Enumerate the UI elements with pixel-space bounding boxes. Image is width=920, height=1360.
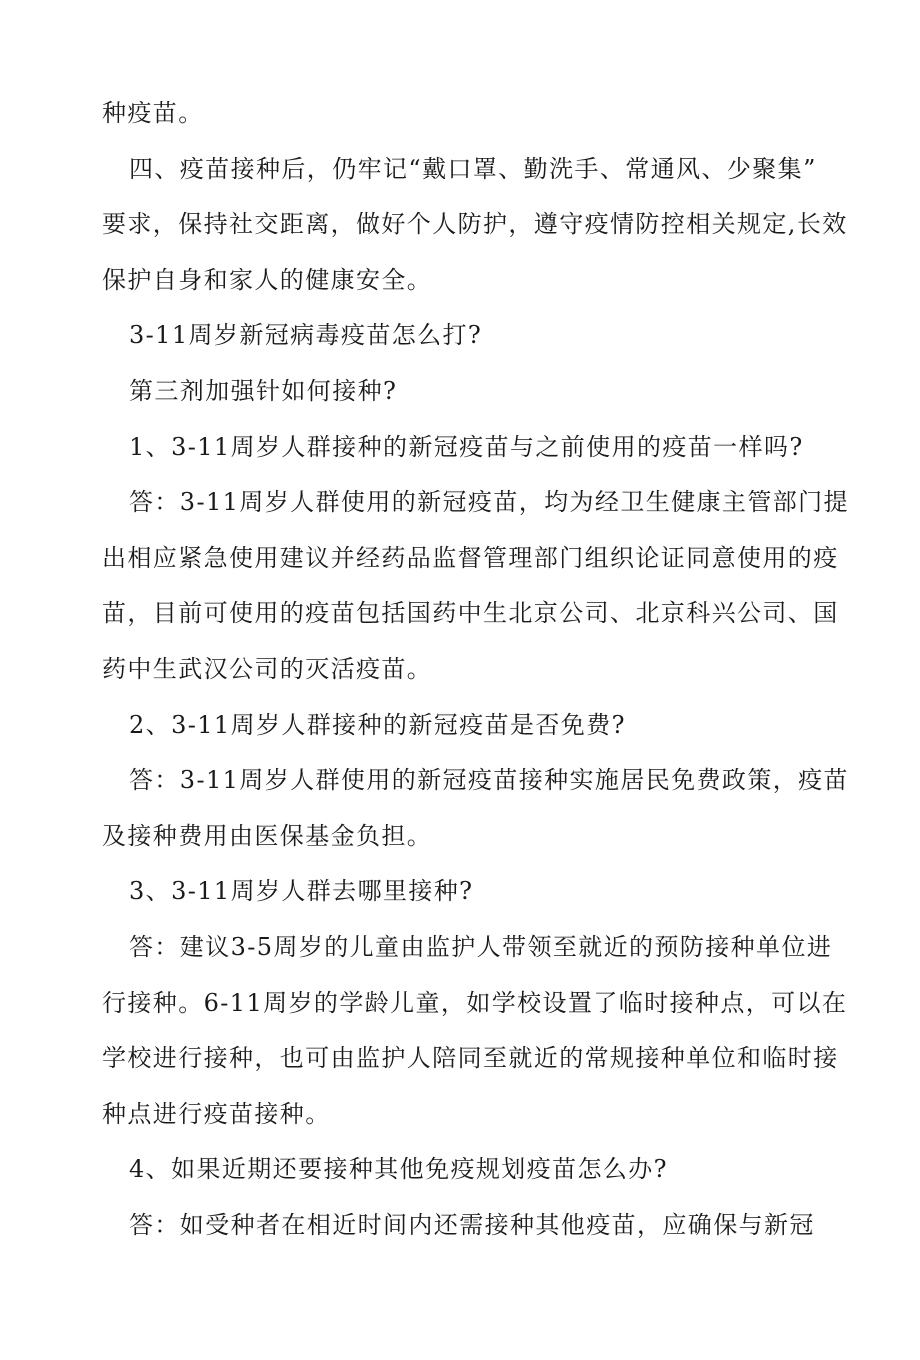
answer-2: 答：3-11周岁人群使用的新冠疫苗接种实施居民免费政策，疫苗 xyxy=(129,766,849,795)
text-line: 学校进行接种，也可由监护人陪同至就近的常规接种单位和临时接 xyxy=(102,1044,839,1073)
answer-4: 答：如受种者在相近时间内还需接种其他疫苗，应确保与新冠 xyxy=(129,1210,815,1239)
text-line: 药中生武汉公司的灭活疫苗。 xyxy=(102,654,433,683)
answer-1: 答：3-11周岁人群使用的新冠疫苗，均为经卫生健康主管部门提 xyxy=(129,488,849,517)
text-line: 保护自身和家人的健康安全。 xyxy=(102,265,433,294)
text-line-continuation: 种疫苗。 xyxy=(102,99,204,127)
text-line: 要求，保持社交距离，做好个人防护，遵守疫情防控相关规定,长效 xyxy=(102,210,848,239)
question-1: 1、3-11周岁人群接种的新冠疫苗与之前使用的疫苗一样吗? xyxy=(129,432,804,461)
question-2: 2、3-11周岁人群接种的新冠疫苗是否免费? xyxy=(129,710,626,739)
answer-3: 答：建议3-5周岁的儿童由监护人带领至就近的预防接种单位进 xyxy=(129,932,833,961)
question-3: 3、3-11周岁人群去哪里接种? xyxy=(129,877,474,906)
text-line: 及接种费用由医保基金负担。 xyxy=(102,821,433,850)
heading-booster-title: 第三剂加强针如何接种? xyxy=(129,376,398,405)
paragraph-section-four: 四、疫苗接种后，仍牢记“戴口罩、勤洗手、常通风、少聚集” xyxy=(129,154,817,183)
question-4: 4、如果近期还要接种其他免疫规划疫苗怎么办? xyxy=(129,1155,668,1184)
text-line: 出相应紧急使用建议并经药品监督管理部门组织论证同意使用的疫 xyxy=(102,543,839,572)
heading-question-title: 3-11周岁新冠病毒疫苗怎么打? xyxy=(129,321,483,350)
text-line: 种点进行疫苗接种。 xyxy=(102,1099,331,1128)
text-line: 苗，目前可使用的疫苗包括国药中生北京公司、北京科兴公司、国 xyxy=(102,599,839,628)
document-page xyxy=(102,98,849,1265)
text-line: 行接种。6-11周岁的学龄儿童，如学校设置了临时接种点，可以在 xyxy=(102,988,848,1017)
